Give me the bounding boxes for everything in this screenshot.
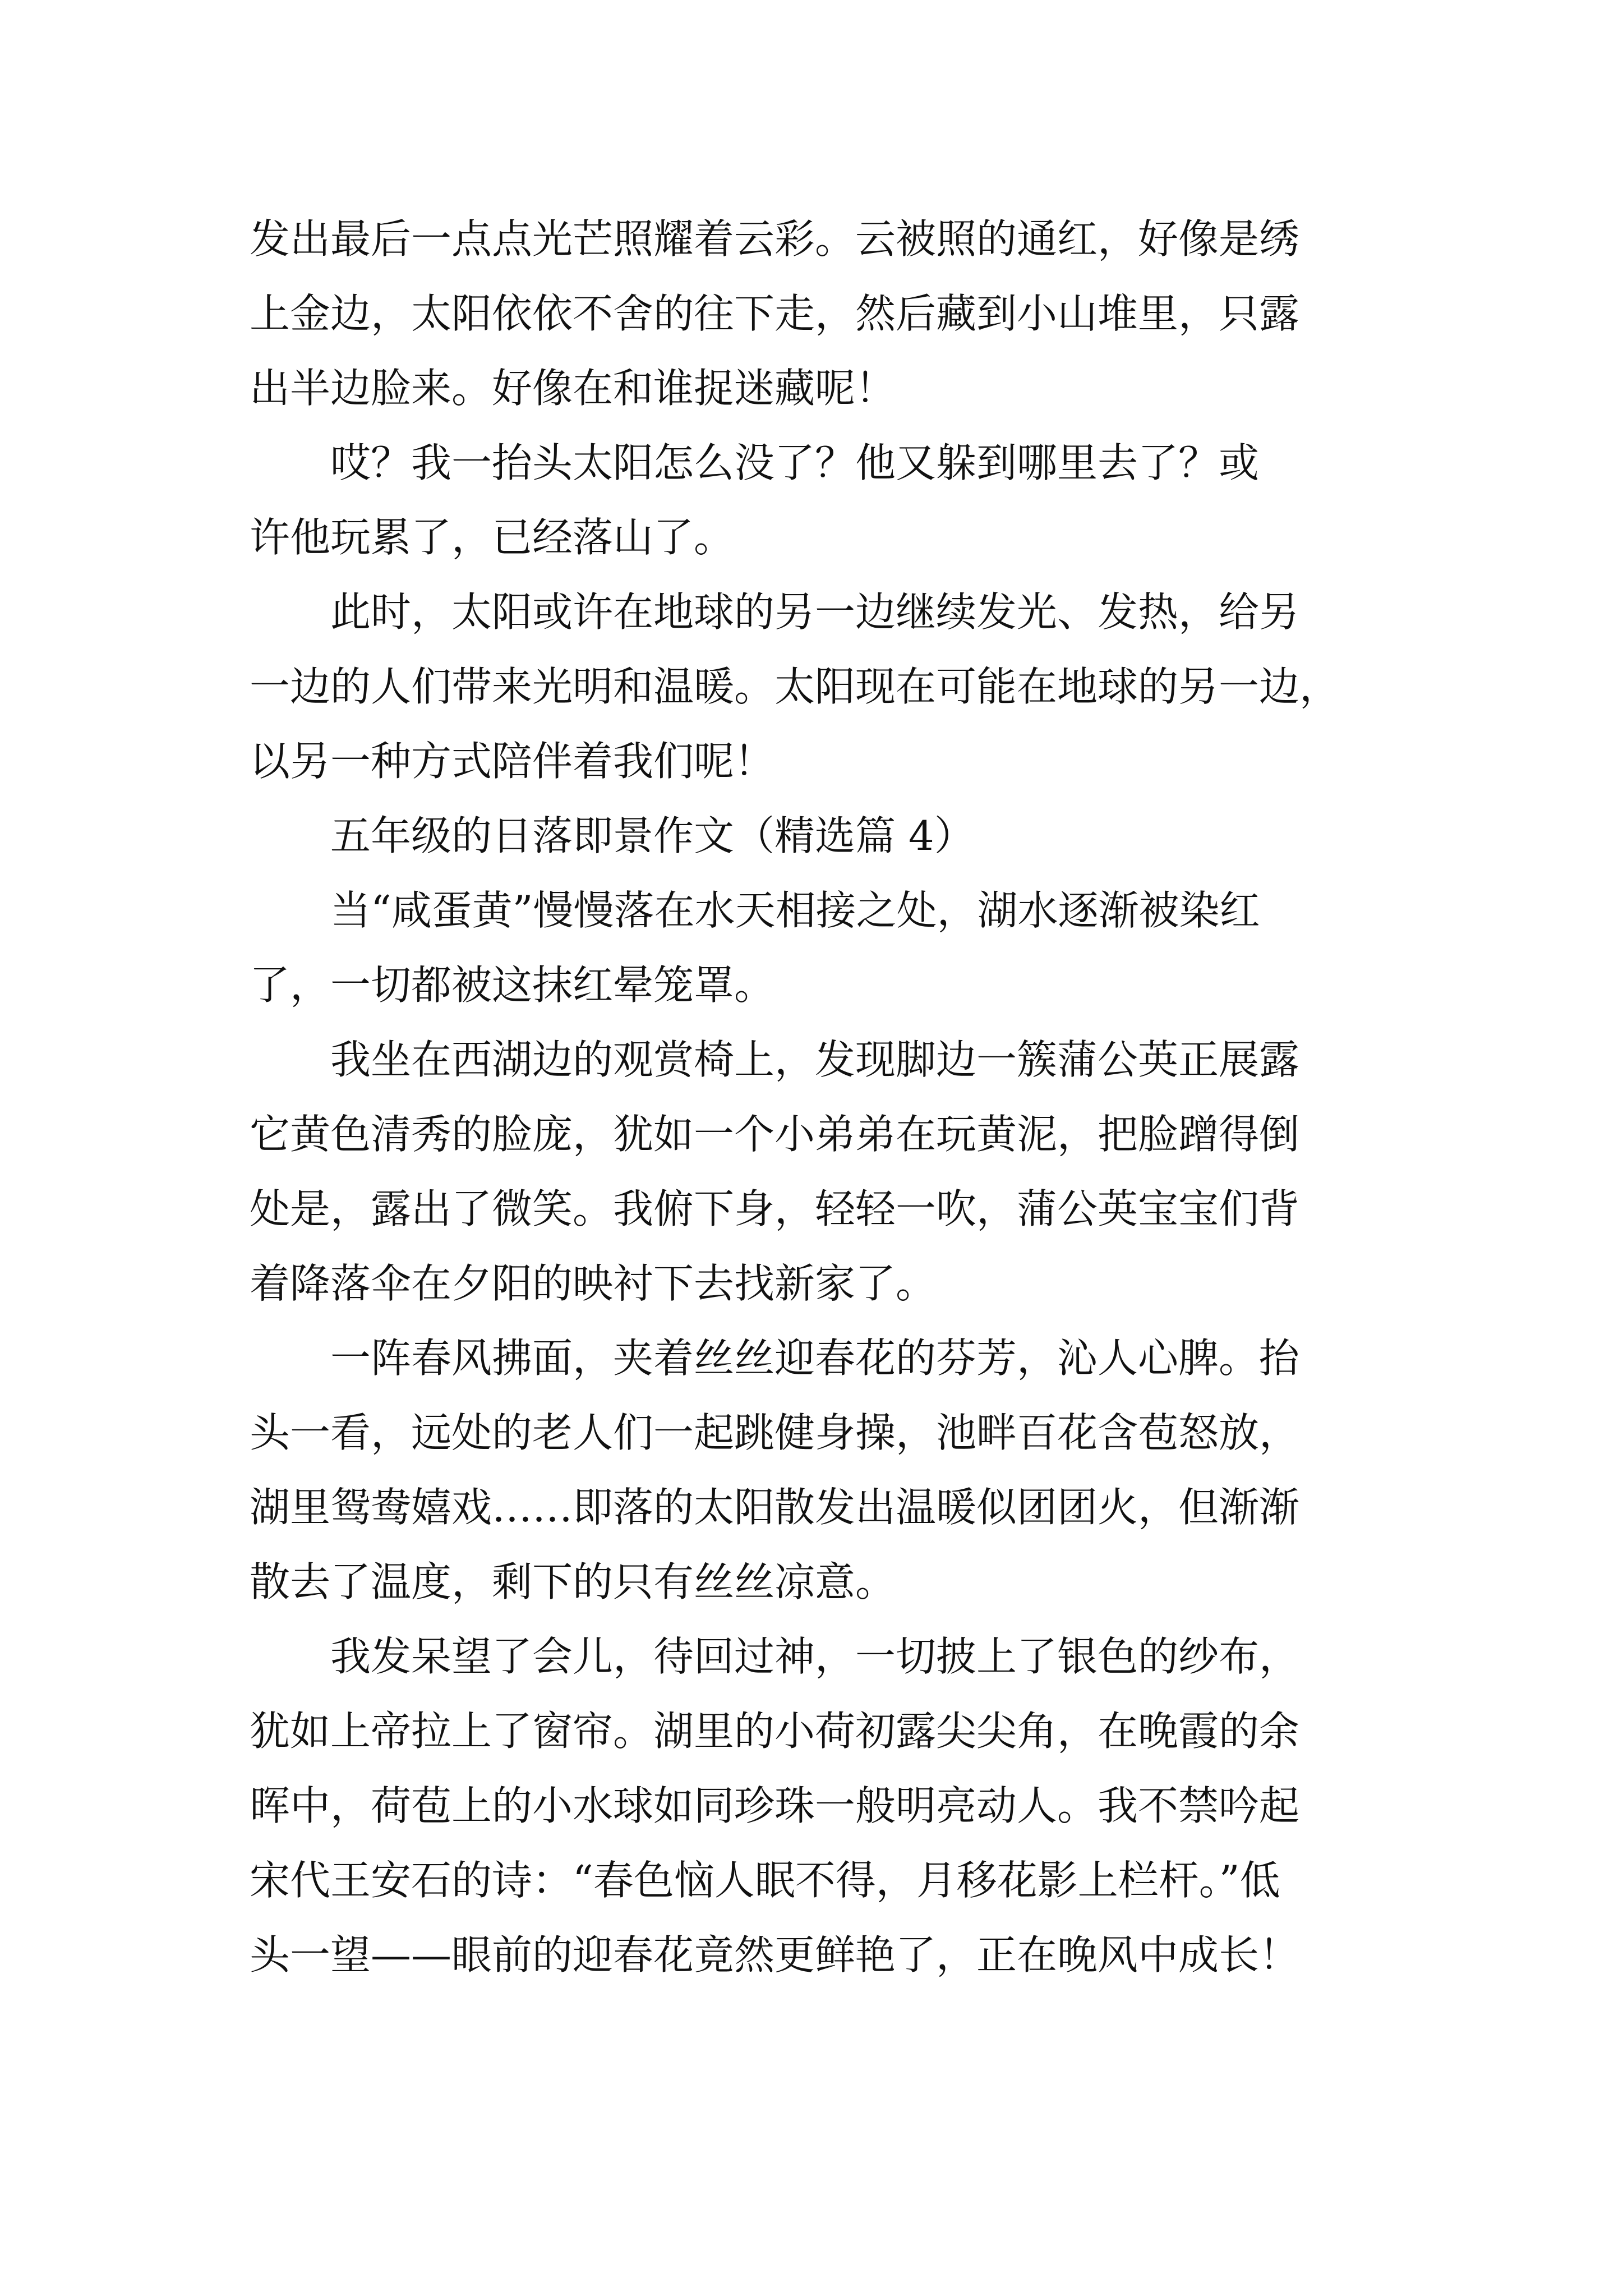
- text-line: 以另一种方式陪伴着我们呢！: [250, 738, 775, 785]
- text-line: 头一望——眼前的迎春花竟然更鲜艳了，正在晚风中成长！: [250, 1931, 1300, 1978]
- text-line: 许他玩累了，已经落山了。: [250, 514, 735, 561]
- text-line: 着降落伞在夕阳的映衬下去找新家了。: [250, 1260, 937, 1307]
- text-line: 当“咸蛋黄”慢慢落在水天相接之处，湖水逐渐被染红: [250, 887, 1260, 934]
- text-line: 晖中，荷苞上的小水球如同珍珠一般明亮动人。我不禁吟起: [250, 1782, 1300, 1829]
- text-line: 此时，太阳或许在地球的另一边继续发光、发热，给另: [250, 588, 1300, 636]
- text-line: 散去了温度，剩下的只有丝丝凉意。: [250, 1558, 896, 1605]
- text-line: 宋代王安石的诗：“春色恼人眠不得，月移花影上栏杆。”低: [250, 1857, 1280, 1904]
- text-line: 出半边脸来。好像在和谁捉迷藏呢！: [250, 365, 896, 412]
- text-line: 湖里鸳鸯嬉戏……即落的太阳散发出温暖似团团火，但渐渐: [250, 1484, 1300, 1531]
- text-line: 处是，露出了微笑。我俯下身，轻轻一吹，蒲公英宝宝们背: [250, 1185, 1300, 1232]
- text-line: 上金边，太阳依依不舍的往下走，然后藏到小山堆里，只露: [250, 290, 1300, 337]
- document-body: [250, 202, 1394, 1993]
- text-line: 我坐在西湖边的观赏椅上，发现脚边一簇蒲公英正展露: [250, 1036, 1300, 1083]
- text-line: 哎？我一抬头太阳怎么没了？他又躲到哪里去了？或: [250, 439, 1260, 486]
- text-line: 发出最后一点点光芒照耀着云彩。云被照的通红，好像是绣: [250, 215, 1300, 263]
- text-line: 我发呆望了会儿，待回过神，一切披上了银色的纱布，: [250, 1633, 1300, 1680]
- section-heading: 五年级的日落即景作文（精选篇 4）: [250, 812, 975, 859]
- text-line: 头一看，远处的老人们一起跳健身操，池畔百花含苞怒放，: [250, 1409, 1300, 1456]
- text-line: 一边的人们带来光明和温暖。太阳现在可能在地球的另一边，: [250, 663, 1340, 710]
- text-line: 犹如上帝拉上了窗帘。湖里的小荷初露尖尖角，在晚霞的余: [250, 1708, 1300, 1755]
- text-line: 一阵春风拂面，夹着丝丝迎春花的芬芳，沁人心脾。抬: [250, 1335, 1300, 1382]
- text-line: 了，一切都被这抹红晕笼罩。: [250, 961, 775, 1009]
- text-line: 它黄色清秀的脸庞，犹如一个小弟弟在玩黄泥，把脸蹭得倒: [250, 1111, 1300, 1158]
